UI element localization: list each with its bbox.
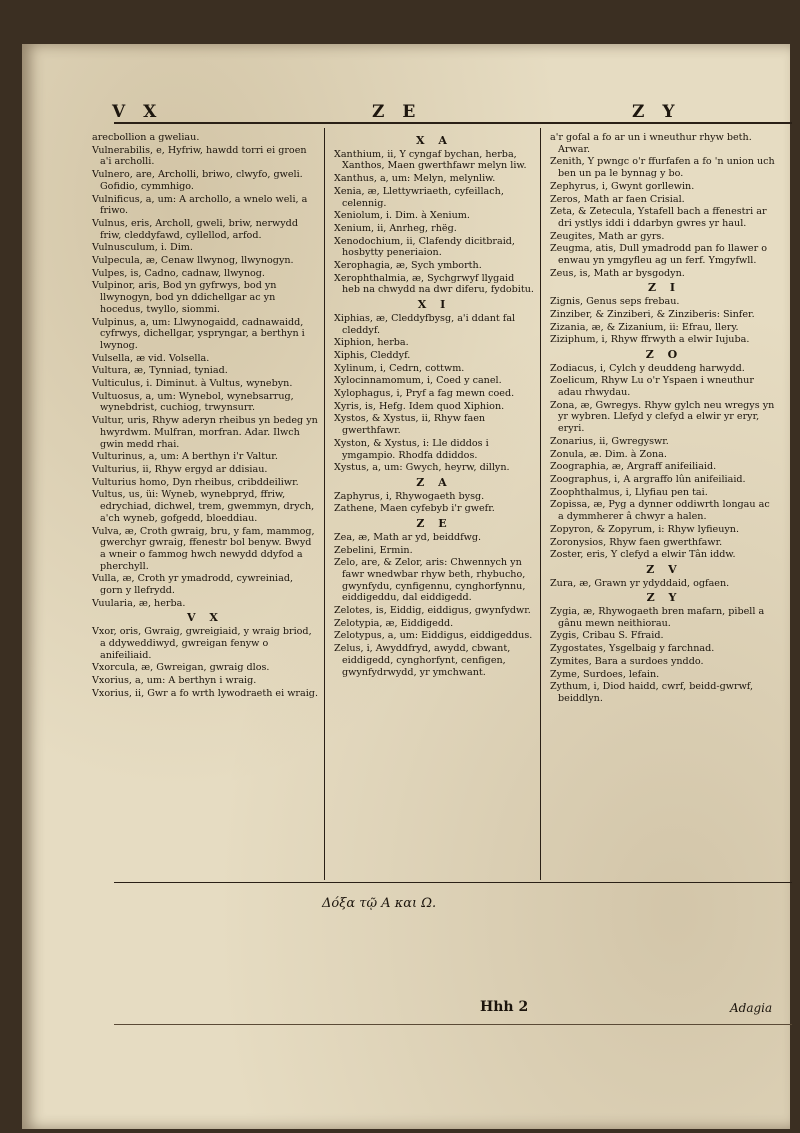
- dictionary-entry: Zizania, æ, & Zizanium, ii: Efrau, llery.: [550, 321, 739, 333]
- dictionary-entry: Xyris, is, Hefg. Idem quod Xiphion.: [334, 400, 505, 412]
- section-heading: Z V: [646, 562, 682, 576]
- dictionary-entry: Zyme, Surdoes, lefain.: [550, 668, 660, 680]
- dictionary-entry: Zoophthalmus, i, Llyfiau pen tai.: [550, 486, 708, 498]
- dictionary-entry: Vuularia, æ, herba.: [92, 597, 186, 609]
- column-left: [92, 132, 318, 700]
- running-header-left: V X: [112, 102, 163, 122]
- dictionary-entry: Xerophthalmia, æ, Sychgrwyf llygaid heb na chwydd na dwr diferu, fydobitu.: [334, 272, 534, 296]
- dictionary-entry: Xenodochium, ii, Clafendy dicitbraid, hosbytty peneriaion.: [334, 235, 515, 259]
- dictionary-entry: Vulnusculum, i. Dim.: [92, 242, 193, 254]
- dictionary-entry: Zoographus, i, A argraffo lûn anifeiliaid.: [550, 473, 746, 485]
- entry-list: [334, 532, 534, 678]
- dictionary-entry: Xystos, & Xystus, ii, Rhyw faen gwerthfawr.: [334, 413, 486, 437]
- entry-list: [92, 132, 318, 609]
- dictionary-entry: Ziziphum, i, Rhyw ffrwyth a elwir Iujuba.: [550, 334, 750, 346]
- dictionary-entry: Xanthus, a, um: Melyn, melynliw.: [334, 173, 496, 185]
- running-header-right: Z Y: [632, 102, 681, 122]
- column-middle: [334, 132, 534, 679]
- dictionary-entry: Vulturius homo, Dyn rheibus, cribddeiliwr.: [92, 476, 299, 488]
- dictionary-entry: Zura, æ, Grawn yr ydyddaid, ogfaen.: [550, 577, 730, 589]
- entry-list: [550, 296, 778, 346]
- dictionary-entry: Zopissa, æ, Pyg a dynner oddiwrth longau ac a dymmherer â chwyr a halen.: [550, 499, 770, 523]
- section-heading: X I: [417, 298, 451, 312]
- section-heading: Z E: [416, 517, 452, 531]
- closing-doxology: Δόξα τῷ Α και Ω.: [322, 896, 437, 911]
- footer-rule: [114, 882, 792, 883]
- dictionary-entry: Xylocinnamomum, i, Coed y canel.: [334, 375, 502, 387]
- dictionary-entry: Zea, æ, Math ar yd, beiddfwg.: [334, 531, 482, 543]
- dictionary-entry: Xyston, & Xystus, i: Lle diddos i ymgampio. Rhodfa ddiddos.: [334, 437, 489, 461]
- dictionary-entry: Vulsella, æ vid. Volsella.: [92, 352, 210, 364]
- dictionary-entry: Xiphis, Cleddyf.: [334, 349, 411, 361]
- entry-list: [550, 363, 778, 561]
- dictionary-entry: Vultuosus, a, um: Wynebol, wynebsarrug, wynebdrist, cuchiog, trwynsurr.: [92, 390, 294, 414]
- dictionary-page: [22, 44, 790, 1129]
- dictionary-entry: Vxorius, ii, Gwr a fo wrth lywodraeth ei wraig.: [92, 687, 319, 699]
- dictionary-entry: Zoographia, æ, Argraff anifeiliaid.: [550, 461, 717, 473]
- dictionary-entry: Zonula, æ. Dim. à Zona.: [550, 448, 667, 460]
- dictionary-entry: Zymites, Bara a surdoes ynddo.: [550, 655, 704, 667]
- dictionary-entry: Xiphion, herba.: [334, 337, 409, 349]
- dictionary-entry: Xenia, æ, Llettywriaeth, cyfeillach, celennig.: [334, 185, 504, 209]
- section-heading: Z A: [416, 475, 452, 489]
- dictionary-entry: Xenium, ii, Anrheg, rhëg.: [334, 222, 457, 234]
- dictionary-entry: Zygis, Cribau S. Ffraid.: [550, 630, 664, 642]
- dictionary-entry: Vulpinor, aris, Bod yn gyfrwys, bod yn llwynogyn, bod yn ddichellgar ac yn hocedus, twyllo, siommi.: [92, 280, 277, 315]
- dictionary-entry: Zeugites, Math ar gyrs.: [550, 230, 665, 242]
- dictionary-entry: Zeugma, atis, Dull ymadrodd pan fo llawer o enwau yn ymgyfleu ag un ferf. Ymgyfwll.: [550, 243, 767, 267]
- entry-list: [334, 491, 534, 515]
- dictionary-entry: Zinziber, & Zinziberi, & Zinziberis: Sinfer.: [550, 308, 755, 320]
- dictionary-entry: Zoronysios, Rhyw faen gwerthfawr.: [550, 536, 723, 548]
- entry-list: [92, 626, 318, 699]
- dictionary-entry: Vulpinus, a, um: Llwynogaidd, cadnawaidd, cyfrwys, dichellgar, yspryngar, a berthyn i lwynog.: [92, 316, 305, 351]
- section-heading: Z O: [645, 347, 683, 361]
- running-header-center: Z E: [372, 102, 422, 122]
- catchword: Adagia: [730, 1001, 773, 1015]
- dictionary-entry: Xanthium, ii, Y cyngaf bychan, herba, Xanthos, Maen gwerthfawr melyn liw.: [334, 148, 527, 172]
- dictionary-entry: Vulla, æ, Croth yr ymadrodd, cywreiniad, gorn y llefrydd.: [92, 573, 294, 597]
- dictionary-entry: Vxorius, a, um: A berthyn i wraig.: [92, 674, 257, 686]
- dictionary-entry: Zebelini, Ermin.: [334, 544, 413, 556]
- column-right: [550, 132, 778, 706]
- dictionary-entry: Zelotypia, æ, Eiddigedd.: [334, 617, 454, 629]
- dictionary-entry: Vulpes, is, Cadno, cadnaw, llwynog.: [92, 267, 265, 279]
- dictionary-entry: Vulpecula, æ, Cenaw llwynog, llwynogyn.: [92, 255, 294, 267]
- signature-mark: Hhh 2: [480, 999, 529, 1015]
- entry-list: [550, 606, 778, 705]
- dictionary-entry: Vultus, us, üi: Wyneb, wynebpryd, ffriw, edrychiad, dichwel, trem, gwemmyn, drych, a'ch wyneb, gofgedd, bloeddiau.: [92, 489, 315, 524]
- dictionary-entry: Zathene, Maen cyfebyb i'r gwefr.: [334, 503, 495, 515]
- dictionary-entry: Vulticulus, i. Diminut. à Vultus, wynebyn.: [92, 378, 293, 390]
- dictionary-entry: Vulnificus, a, um: A archollo, a wnelo weli, a friwo.: [92, 193, 308, 217]
- dictionary-entry: Xylinum, i, Cedrn, cottwm.: [334, 362, 465, 374]
- entry-list: [334, 313, 534, 474]
- dictionary-entry: Zopyron, & Zopyrum, i: Rhyw lyfieuyn.: [550, 523, 740, 535]
- dictionary-entry: Vultur, uris, Rhyw aderyn rheibus yn bedeg yn hwyrdwm. Mulfran, morfran. Adar. Ilwch gwin medd rhai.: [92, 415, 318, 450]
- dictionary-entry: Vxor, oris, Gwraig, gwreigiaid, y wraig briod, a ddyweddiwyd, gwreigan fenyw o anifeiliaid.: [92, 626, 312, 661]
- dictionary-entry: Zelo, are, & Zelor, aris: Chwennych yn fawr wnedwbar rhyw beth, rhybucho, gwynfydu, cynfigennu, cynghorfynnu, eiddigeddu, dal eiddigedd.: [334, 557, 526, 604]
- dictionary-entry: Zeta, & Zetecula, Ystafell bach a ffenestri ar dri ystlys iddi i ddarbyn gwres yr haul.: [550, 206, 767, 229]
- section-heading: Z Y: [646, 591, 682, 605]
- dictionary-entry: Vulnerabilis, e, Hyfriw, hawdd torri ei groen a'i archolli.: [92, 144, 307, 168]
- dictionary-entry: Zodiacus, i, Cylch y deuddeng harwydd.: [550, 362, 745, 374]
- section-heading: V X: [187, 611, 223, 625]
- column-divider-2: [540, 128, 541, 880]
- dictionary-entry: Zeros, Math ar faen Crisial.: [550, 193, 685, 205]
- dictionary-entry: Xystus, a, um: Gwych, heyrw, dillyn.: [334, 462, 510, 474]
- dictionary-entry: Zaphyrus, i, Rhywogaeth bysg.: [334, 490, 485, 502]
- dictionary-entry: a'r gofal a fo ar un i wneuthur rhyw beth. Arwar.: [550, 132, 752, 155]
- dictionary-entry: Zona, æ, Gwregys. Rhyw gylch neu wregys yn yr wybren. Llefyd y clefyd a elwir yr eryr, eryri.: [550, 399, 775, 435]
- entry-list: [550, 132, 778, 279]
- dictionary-entry: arecbollion a gweliau.: [92, 132, 200, 143]
- dictionary-entry: Xeniolum, i. Dim. à Xenium.: [334, 210, 470, 222]
- dictionary-entry: Zelotypus, a, um: Eiddigus, eiddigeddus.: [334, 630, 533, 642]
- dictionary-entry: Zythum, i, Diod haidd, cwrf, beidd-gwrwf, beiddlyn.: [550, 681, 754, 704]
- header-rule: [114, 122, 792, 124]
- entry-list: [550, 578, 778, 590]
- dictionary-entry: Zygia, æ, Rhywogaeth bren mafarn, pibell a gânu mewn neithiorau.: [550, 606, 765, 629]
- dictionary-entry: Vulturinus, a, um: A berthyn i'r Valtur.: [92, 451, 278, 463]
- dictionary-entry: Vxorcula, æ, Gwreigan, gwraig dlos.: [92, 662, 270, 674]
- section-heading: Z I: [647, 281, 680, 295]
- dictionary-entry: Zenith, Y pwngc o'r ffurfafen a fo 'n union uch ben un pa le bynnag y bo.: [550, 156, 775, 180]
- dictionary-entry: Vulturius, ii, Rhyw ergyd ar ddisiau.: [92, 463, 268, 475]
- column-divider-1: [324, 128, 325, 880]
- dictionary-entry: Xerophagia, æ, Sych ymborth.: [334, 260, 482, 272]
- page-bottom-border: [114, 1024, 792, 1025]
- dictionary-entry: Zoelicum, Rhyw Lu o'r Yspaen i wneuthur adau rhwydau.: [550, 375, 754, 399]
- dictionary-entry: Zelotes, is, Eiddig, eiddigus, gwynfydwr.: [334, 605, 531, 617]
- dictionary-entry: Zeus, is, Math ar bysgodyn.: [550, 267, 685, 279]
- dictionary-entry: Zonarius, ii, Gwregyswr.: [550, 435, 669, 447]
- dictionary-entry: Zephyrus, i, Gwynt gorllewin.: [550, 180, 695, 192]
- section-heading: X A: [416, 134, 452, 147]
- dictionary-entry: Vultura, æ, Tynniad, tyniad.: [92, 365, 228, 377]
- dictionary-entry: Zygostates, Ysgelbaig y farchnad.: [550, 643, 715, 655]
- dictionary-entry: Vulnus, eris, Archoll, gweli, briw, nerwydd friw, cleddyfawd, cyllellod, arfod.: [92, 217, 298, 241]
- dictionary-entry: Zignis, Genus seps frebau.: [550, 296, 680, 308]
- dictionary-entry: Zoster, eris, Y clefyd a elwir Tân iddw.: [550, 549, 736, 561]
- dictionary-entry: Xylophagus, i, Pryf a fag mewn coed.: [334, 388, 515, 400]
- dictionary-entry: Vulva, æ, Croth gwraig, bru, y fam, mammog, gwerchyr gwraig, ffenestr bol benyw. Bwyd a wneir o fammog hwch newydd ddyfod a pherchyll.: [92, 525, 315, 572]
- dictionary-entry: Zelus, i, Awyddfryd, awydd, cbwant, eiddigedd, cynghorfynt, cenfigen, gwynfydrwydd, yr ymchwant.: [334, 643, 511, 678]
- entry-list: [334, 149, 534, 296]
- dictionary-entry: Vulnero, are, Archolli, briwo, clwyfo, gweli. Gofidio, cymmhigo.: [92, 169, 303, 192]
- dictionary-entry: Xiphias, æ, Cleddyfbysg, a'i ddant fal cleddyf.: [334, 312, 516, 336]
